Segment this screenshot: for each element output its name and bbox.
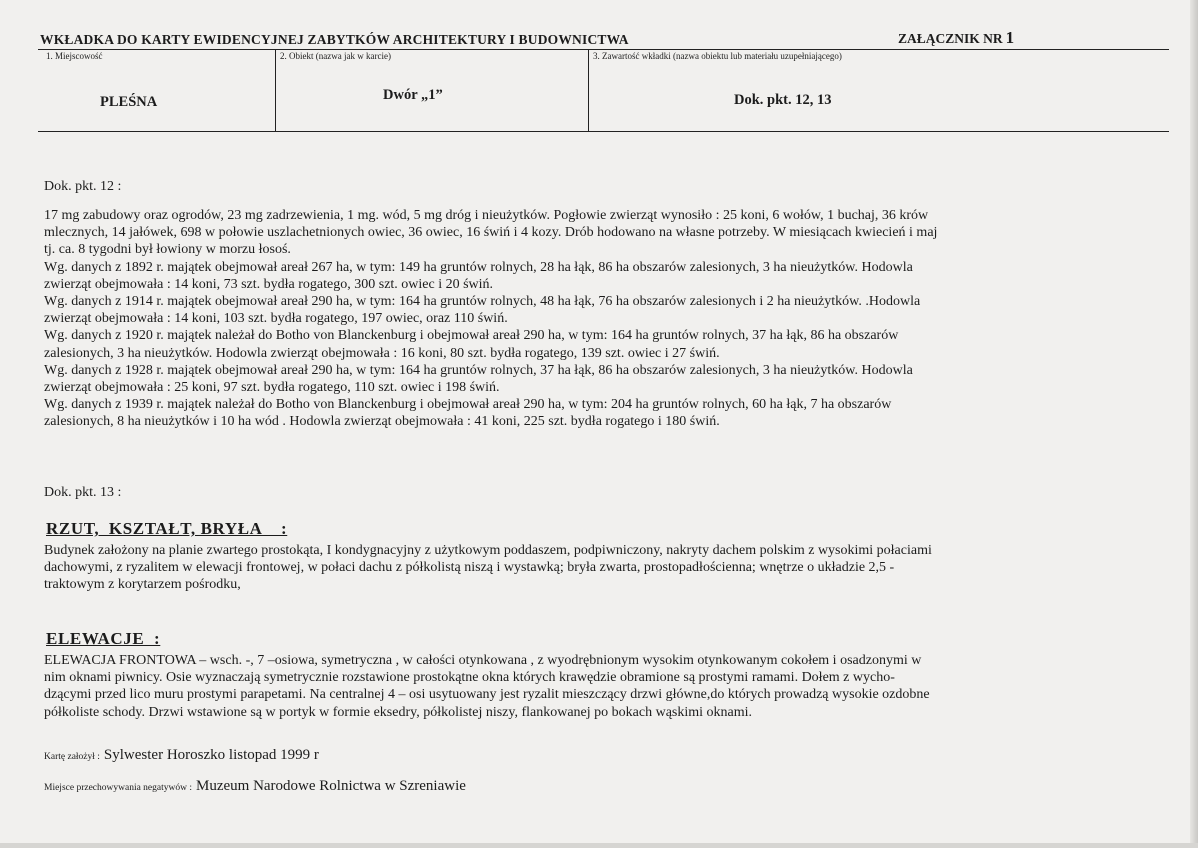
elewacje-heading: ELEWACJE : (46, 629, 161, 648)
elewacje-paragraph (44, 652, 1154, 721)
dok12-line: Wg. danych z 1920 r. majątek należał do Botho von Blanckenburg i obejmował areał 290 ha, w tym: 164 ha gruntów rolnych, 37 ha łąk, 86 ha obszarów (44, 328, 899, 344)
dok12-line: zalesionych, 3 ha nieużytków. Hodowla zwierząt obejmowała : 16 koni, 80 szt. bydła rogatego, 139 szt. owiec i 27 świń. (44, 345, 720, 361)
author-value: Sylwester Horoszko listopad 1999 r (103, 747, 319, 763)
rzut-line: dachowymi, z ryzalitem w elewacji frontowej, w połaci dachu z półkolistą niszą i wystawką; bryła zwarta, prostopadłościenna; wnętrze o układzie 2,5 - (44, 560, 895, 576)
dok12-line: zalesionych, 8 ha nieużytków i 10 ha wód . Hodowla zwierząt obejmowała : 41 koni, 225 szt. bydła rogatego i 180 świń. (44, 414, 720, 430)
dok12-line: zwierząt obejmowała : 14 koni, 103 szt. bydła rogatego, 197 owiec, oraz 110 świń. (44, 311, 508, 327)
author-line (44, 746, 319, 764)
annex-label (898, 28, 1014, 48)
dok12-line: 17 mg zabudowy oraz ogrodów, 23 mg zadrzewienia, 1 mg. wód, 5 mg dróg i nieużytków. Pogłowie zwierząt wynosiło : 25 koni, 6 wołów, 1 buchaj, 36 krów (44, 208, 929, 223)
storage-line (44, 777, 466, 795)
elewacje-line: ELEWACJA FRONTOWA – wsch. -, 7 –osiowa, symetryczna , w całości otynkowana , z wyodrębnionym wysokim otynkowanym cokołem i osadzonymi w (44, 653, 922, 668)
annex-label-text: ZAŁĄCZNIK NR (898, 31, 1003, 46)
dok12-line: mlecznych, 14 jałówek, 698 w połowie uszlachetnionych owiec, 36 owiec, 16 świń i 4 kozy. Drób hodowano na własne potrzeby. W miesiącach kwiecień i maj (44, 225, 938, 241)
page-edge-shadow (1190, 0, 1198, 848)
dok12-heading: Dok. pkt. 12 : (44, 179, 122, 194)
elewacje-line: półkoliste schody. Drzwi wstawione są w portyk w formie eksedry, półkolistej niszy, flankowanej po bokach wąskimi oknami. (44, 704, 753, 720)
object-label: 2. Obiekt (nazwa jak w karcie) (280, 51, 391, 61)
form-divider-2 (588, 49, 589, 132)
elewacje-line: dzącymi przed lico muru prostymi parapetami. Na centralnej 4 – osi usytuowany jest ryzalit mieszczący drzwi główne,do których prowadzą wysokie ozdobne (44, 687, 930, 703)
author-label: Kartę założył : (44, 752, 100, 762)
dok12-line: Wg. danych z 1928 r. majątek obejmował areał 290 ha, w tym: 164 ha gruntów rolnych, 37 ha łąk, 86 ha obszarów zalesionych, 3 ha nieużytków. Hodowla (44, 362, 913, 378)
content-label: 3. Zawartość wkładki (nazwa obiektu lub materiału uzupełniającego) (593, 51, 842, 61)
dok13-heading: Dok. pkt. 13 : (44, 485, 122, 500)
content-value: Dok. pkt. 12, 13 (734, 92, 832, 108)
rzut-paragraph (44, 542, 1154, 594)
form-top-rule (38, 49, 1169, 50)
rzut-heading: RZUT, KSZTAŁT, BRYŁA : (46, 519, 288, 538)
dok12-line: Wg. danych z 1939 r. majątek należał do Botho von Blanckenburg i obejmował areał 290 ha, w tym: 204 ha gruntów rolnych, 60 ha łąk, 7 ha obszarów (44, 397, 892, 413)
locality-label: 1. Miejscowość (46, 51, 103, 61)
dok12-line: zwierząt obejmowała : 25 koni, 97 szt. bydła rogatego, 110 szt. owiec i 198 świń. (44, 380, 500, 396)
dok12-line: Wg. danych z 1892 r. majątek obejmował areał 267 ha, w tym: 149 ha gruntów rolnych, 28 ha łąk, 86 ha obszarów zalesionych, 3 ha nieużytków. Hodowla (44, 259, 913, 275)
annex-number: 1 (1005, 28, 1015, 47)
dok12-paragraph (44, 207, 1154, 431)
rzut-line: traktowym z korytarzem pośrodku, (44, 577, 241, 593)
storage-label: Miejsce przechowywania negatywów : (44, 783, 192, 793)
form-bottom-rule (38, 131, 1169, 132)
dok12-line: zwierząt obejmowała : 14 koni, 73 szt. bydła rogatego, 300 szt. owiec i 20 świń. (44, 276, 494, 292)
dok12-line: tj. ca. 8 tygodni był łowiony w morzu łosoś. (44, 242, 291, 258)
object-value: Dwór „1” (383, 87, 443, 103)
document-title: WKŁADKA DO KARTY EWIDENCYJNEJ ZABYTKÓW ARCHITEKTURY I BUDOWNICTWA (40, 32, 629, 47)
locality-value: PLEŚNA (100, 94, 158, 110)
storage-value: Muzeum Narodowe Rolnictwa w Szreniawie (196, 778, 466, 794)
form-divider-1 (275, 49, 276, 132)
rzut-line: Budynek założony na planie zwartego prostokąta, I kondygnacyjny z użytkowym poddaszem, podpiwniczony, nakryty dachem polskim z wysokimi połaciami (44, 543, 932, 558)
elewacje-line: nim oknami piwnicy. Osie wyznaczają symetrycznie rozstawione prostokątne okna których krawędzie obramione są prostymi ramami. Dołem z wycho- (44, 670, 895, 686)
page-bottom-edge (0, 843, 1198, 848)
dok12-line: Wg. danych z 1914 r. majątek obejmował areał 290 ha, w tym: 164 ha gruntów rolnych, 48 ha łąk, 76 ha obszarów zalesionych i 2 ha nieużytków. .Hodowla (44, 294, 921, 310)
